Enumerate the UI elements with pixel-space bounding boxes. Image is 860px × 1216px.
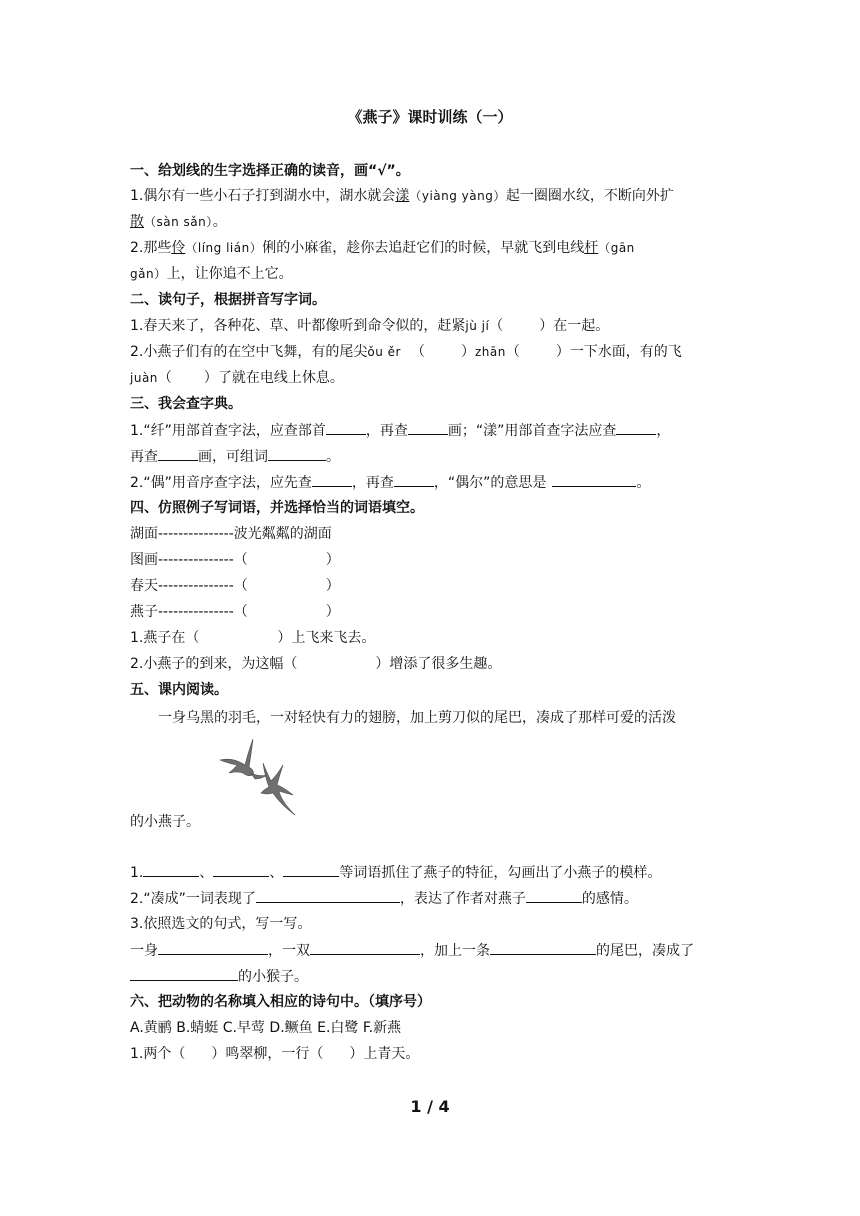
pinyin-options: （yiàng yàng） [409,189,506,203]
paren: ） [325,578,340,594]
text: 等词语抓住了燕子的特征，勾画出了小燕子的模样。 [339,865,662,881]
s4-fill-2 [130,654,732,674]
s1-q2-line1 [130,238,732,258]
section-4-heading: 四、仿照例子写词语，并选择恰当的词语填空。 [130,500,424,516]
blank-line[interactable] [158,940,268,955]
s1-q2-line2 [130,264,732,284]
s3-q2 [130,472,732,493]
text: ，加上一条 [420,943,490,959]
underlined-char: 杆 [584,240,599,256]
text: 波光粼粼的湖面 [233,526,332,542]
paren: ） [277,630,292,646]
text: 、 [269,865,284,881]
text: 图画 [130,552,158,568]
blank-line[interactable] [143,862,199,877]
paren: （ [233,578,248,594]
pinyin: juàn [130,371,158,385]
s1-q1-line2 [130,212,732,232]
s2-q2-line1 [130,342,732,362]
paren: ） [325,604,340,620]
s6-options: A.黄鹂 B.蜻蜓 C.早莺 D.鳜鱼 E.白鹭 F.新燕 [130,1020,402,1036]
text: 2.小燕子们有的在空中飞舞，有的尾尖 [130,344,368,360]
text: 春天 [130,578,158,594]
blank-line[interactable] [310,940,420,955]
pinyin-options: （líng lián） [185,241,263,255]
text: 一下水面，有的飞 [569,344,682,360]
blank-line[interactable] [616,420,656,435]
s5-passage-line2: 的小燕子。 [130,814,200,830]
s4-row-2 [130,576,732,596]
text: 1.“纤”用部首查字法，应查部首 [130,423,326,439]
underlined-char: 伶 [171,240,186,256]
paren: ） [555,344,570,360]
section-2-heading: 二、读句子，根据拼音写字词。 [130,292,326,308]
text: ）鸣翠柳，一行（ [211,1046,324,1062]
underlined-char: 散 [130,214,144,230]
blank-line[interactable] [490,940,596,955]
text: 1.春天来了，各种花、草、叶都像听到命令似的，赶紧 [130,318,466,334]
blank-line[interactable] [130,966,238,981]
text: 上，让你追不上它。 [166,266,293,282]
text: 1.偶尔有一些小石子打到湖水中，湖水就会 [130,188,396,204]
text: ， [656,423,671,439]
swallow-1 [220,739,267,779]
text: 1. [130,865,144,881]
text: 、 [199,865,214,881]
text: 的尾巴，凑成了 [596,943,694,959]
underlined-char: 漾 [395,188,410,204]
paren: （ [505,344,520,360]
pinyin-options: gǎn） [130,267,167,281]
s5-q1 [130,862,732,883]
s5-passage-line1 [130,708,732,728]
text: 。 [212,214,227,230]
pinyin-options: （gān [598,241,635,255]
text: 的感情。 [581,891,638,907]
blank-line[interactable] [256,888,400,903]
section-6-heading: 六、把动物的名称填入相应的诗句中。（填序号） [130,994,431,1010]
text: 画，可组词 [198,449,268,465]
blank-line[interactable] [526,888,582,903]
s3-q1-line2 [130,446,732,467]
text: 上飞来飞去。 [291,630,376,646]
section-5-heading: 五、课内阅读。 [130,682,228,698]
text: 俐的小麻雀，趁你去追赶它们的时候，早就飞到电线 [262,240,585,256]
paren: （ [283,656,298,672]
paren: ） [539,318,554,334]
paren: ） [375,656,390,672]
text: 1.两个（ [130,1046,186,1062]
paren: （ [233,552,248,568]
text: ，再查 [351,475,394,491]
text: ，“偶尔”的意思是 [433,475,547,491]
text: 燕子 [130,604,158,620]
text: 2.“凑成”一词表现了 [130,891,256,907]
text: 2.小燕子的到来，为这幅 [130,656,284,672]
page-number: 1 / 4 [410,1097,450,1116]
text: 。 [326,449,340,465]
blank-line[interactable] [394,472,434,487]
pinyin: jù jí [465,319,490,333]
dashes: --------------- [158,526,234,542]
blank-line[interactable] [408,420,448,435]
s4-example [130,524,732,544]
text: 在一起。 [553,318,610,334]
text: ，表达了作者对燕子 [399,891,526,907]
text: 1.燕子在 [130,630,186,646]
paren: （ [233,604,248,620]
text: 2.那些 [130,240,172,256]
s2-q2-line2 [130,368,732,388]
text: 湖面 [130,526,158,542]
pinyin: ǒu ěr [367,345,401,359]
dashes: --------------- [158,552,234,568]
page-title: 《燕子》课时训练（一） [347,108,513,126]
text: 增添了很多生趣。 [389,656,502,672]
s2-q1 [130,316,732,336]
s5-q3: 3.依照选文的句式，写一写。 [130,916,312,932]
paren: （ [410,344,425,360]
blank-line[interactable] [326,420,366,435]
paren: （ [157,370,172,386]
s6-q1 [130,1044,732,1064]
text: 。 [636,475,651,491]
blank-line[interactable] [158,446,198,461]
text: 了就在电线上休息。 [217,370,344,386]
paren: ） [325,552,340,568]
text: 起一圈圈水纹，不断向外扩 [505,188,674,204]
text: ，再查 [365,423,408,439]
paren: （ [185,630,200,646]
text: 再查 [130,449,158,465]
text: ，一双 [268,943,310,959]
s5-q3-line1 [130,940,732,961]
text: 2.“偶”用音序查字法，应先查 [130,475,312,491]
blank-line[interactable] [268,446,326,461]
paren: ） [460,344,475,360]
dashes: --------------- [158,604,234,620]
blank-line[interactable] [283,862,339,877]
swallow-2 [261,763,295,815]
s5-q2 [130,888,732,909]
blank-line[interactable] [552,472,636,487]
s1-q1-line1 [130,186,732,206]
text: 一身 [130,943,158,959]
text: 画；“漾”用部首查字法应查 [447,423,617,439]
s5-q3-line2 [130,966,732,987]
pinyin-options: （sàn sǎn） [144,215,213,229]
s4-fill-1 [130,628,732,648]
text: ）上青天。 [349,1046,420,1062]
pinyin: zhān [474,345,506,359]
s4-row-3 [130,602,732,622]
section-3-heading: 三、我会查字典。 [130,396,242,412]
swallows-illustration [215,735,305,820]
paren: （ [489,318,504,334]
paren: ） [203,370,218,386]
passage-text: 一身乌黑的羽毛，一对轻快有力的翅膀，加上剪刀似的尾巴，凑成了那样可爱的活泼 [158,710,676,726]
section-1-heading: 一、给划线的生字选择正确的读音，画“√”。 [130,163,410,179]
blank-line[interactable] [213,862,269,877]
s4-row-1 [130,550,732,570]
text: 的小猴子。 [238,969,308,985]
blank-line[interactable] [312,472,352,487]
dashes: --------------- [158,578,234,594]
s3-q1-line1 [130,420,732,441]
